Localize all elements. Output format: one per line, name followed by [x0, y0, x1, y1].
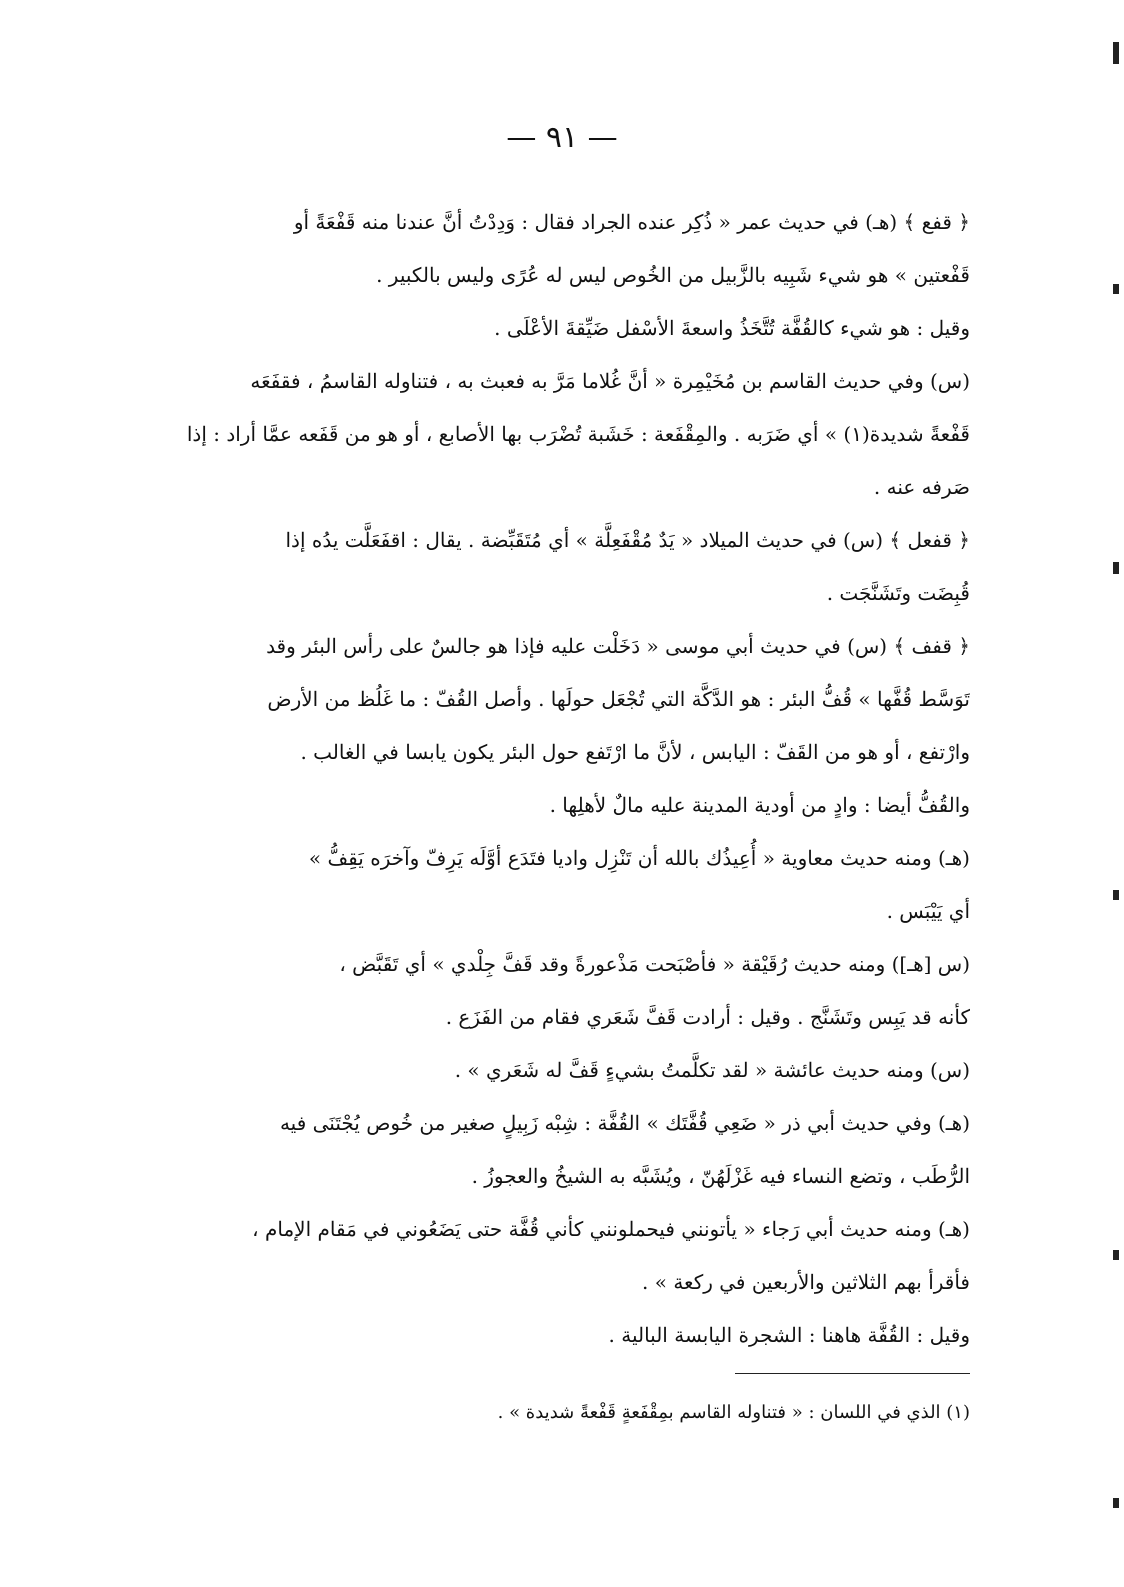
- text-line: فأقرأ بهم الثلاثين والأربعين في ركعة » .: [642, 1270, 970, 1294]
- margin-mark: [1113, 1250, 1119, 1260]
- text-line: (هـ) ومنه حديث معاوية « أُعِيذُك بالله أن تَنْزِل واديا فتَدَع أوَّلَه يَرِفّ وآخرَه يَقِفُّ »: [308, 846, 970, 870]
- entry: [155, 514, 970, 620]
- text-line: قَفْعةً شديدة(١) » أي ضَرَبه . والمِقْفَعة : خَشَبة تُضْرَب بها الأصابع ، أو هو من قَفَعه عمَّا أراد : إذا: [186, 422, 970, 446]
- text-line: ﴿ قفعل ﴾ (س) في حديث الميلاد « يَدٌ مُقْفَعِلَّة » أي مُتَقَبِّضة . يقال : اقفَعَلَّت يدُه إذا: [285, 528, 970, 552]
- text-line: ﴿ قفع ﴾ (هـ) في حديث عمر « ذُكِر عنده الجراد فقال : وَدِدْتُ أنَّ عندنا منه قَفْعَةً أو: [293, 210, 970, 234]
- entries-text: [155, 196, 970, 1362]
- entry: [155, 196, 970, 355]
- footnote-divider: [735, 1373, 970, 1374]
- margin-mark: [1113, 890, 1119, 900]
- text-line: الرُّطَب ، وتضع النساء فيه غَزْلَهُنّ ، ويُشَبَّه به الشيخُ والعجوزُ .: [471, 1164, 970, 1188]
- margin-mark: [1113, 562, 1119, 574]
- text-line: (س) وفي حديث القاسم بن مُخَيْمِرة « أنَّ غُلاما مَرَّ به فعبث به ، فتناوله القاسمُ ، فقفَعَه: [250, 369, 970, 393]
- entry: [155, 620, 970, 832]
- footnote: (١) الذي في اللسان : « فتناوله القاسم بمِقْفَعةٍ قَفْعةً شديدة » .: [497, 1402, 970, 1423]
- margin-mark: [1113, 284, 1119, 294]
- page-number: — ٩١ —: [506, 120, 618, 155]
- text-line: قَفْعتين » هو شيء شَبِيه بالزَّبيل من الخُوص ليس له عُرًى وليس بالكبير .: [376, 263, 970, 287]
- entry: [155, 1203, 970, 1362]
- entry: [155, 1097, 970, 1203]
- text-line: أي يَيْبَس .: [886, 899, 970, 923]
- margin-mark: [1113, 42, 1119, 64]
- text-line: صَرفه عنه .: [873, 475, 970, 499]
- entry: [155, 938, 970, 1044]
- text-line: قُبِضَت وتَشَنَّجَت .: [826, 581, 970, 605]
- text-line: ﴿ قفف ﴾ (س) في حديث أبي موسى « دَخَلْت عليه فإذا هو جالسٌ على رأس البئر وقد: [266, 634, 970, 658]
- text-line: (هـ) ومنه حديث أبي رَجاء « يأتونني فيحملونني كأني قُفَّة حتى يَضَعُوني في مَقام الإمام ،: [252, 1217, 970, 1241]
- text-line: (هـ) وفي حديث أبي ذر « ضَعِي قُفَّتَك » القُفَّة : شِبْه زَبِيلٍ صغير من خُوص يُجْتَنَى فيه: [279, 1111, 970, 1135]
- text-line: والقُفُّ أيضا : وادٍ من أودية المدينة عليه مالٌ لأهلِها .: [549, 793, 970, 817]
- text-line: كأنه قد يَبِس وتَشَنَّج . وقيل : أرادت قَفَّ شَعَري فقام من الفَزَع .: [445, 1005, 970, 1029]
- entry: [155, 355, 970, 514]
- entry: [155, 1044, 970, 1097]
- text-line: (س) ومنه حديث عائشة « لقد تكلَّمتُ بشيءٍ قَفَّ له شَعَري » .: [454, 1058, 970, 1082]
- entry: [155, 832, 970, 938]
- margin-mark: [1113, 1498, 1119, 1508]
- text-line: تَوَسَّط قُفَّها » قُفُّ البئر : هو الدَّكَّة التي تُجْعَل حولَها . وأصل القُفّ : ما غَلُظ من الأرض: [267, 687, 970, 711]
- text-line: وقيل : القُفَّة هاهنا : الشجرة اليابسة البالية .: [608, 1323, 970, 1347]
- text-line: (س [هـ]) ومنه حديث رُقَيْقة « فأصْبَحت مَذْعورةً وقد قَفَّ جِلْدي » أي تَقَبَّض ،: [339, 952, 970, 976]
- text-line: وقيل : هو شيء كالقُفَّة تُتَّخَذُ واسعةَ الأسْفل ضَيِّقةَ الأعْلَى .: [494, 316, 970, 340]
- text-line: وارْتفع ، أو هو من القَفّ : اليابس ، لأنَّ ما ارْتَفع حول البئر يكون يابسا في الغالب .: [300, 740, 970, 764]
